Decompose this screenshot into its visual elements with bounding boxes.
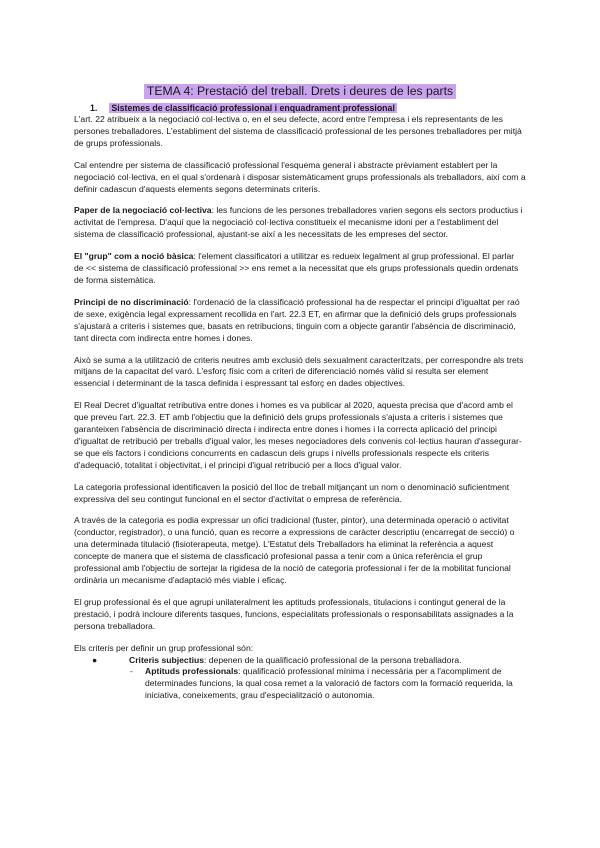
paragraph: El Real Decret d'igualtat retributiva entre dones i homes es va publicar al 2020, aquesta precisa que d'acord amb el que preveu l'art. 22.3. ET amb l'objectiu que la definició dels grups professionals s'ajusta a criteris i sistemes que garanteixen l'absència de discriminació directa i indirecta entre dones i homes i la correcta aplicació del principi d'igualtat de retribució per treballs d'igual valor, les meses negociadores dels convenis col·lectius hauran d'assegurar-se que els factors i condicions concurrents en cadascun dels grups i nivells professionals respecte els criteris d'adequació, totalitat i objectivitat, i el principi d'igual retribució per a llocs d'igual valor. (74, 400, 522, 470)
bullet-icon: ● (92, 654, 98, 665)
paragraph: Els criteris per definir un grup professional són: (74, 642, 254, 653)
section-heading (74, 103, 526, 114)
dash-icon: - (130, 666, 133, 677)
document-page (74, 66, 526, 702)
title-text: TEMA 4: Prestació del treball. Drets i deures de les parts (144, 84, 456, 99)
paragraph: Cal entendre per sistema de classificació professional l'esquema general i abstracte prèviament establert per la negociació col·lectiva, en el qual s'ordenarà i disposar sistemàticament grups professionals als treballadors, així com a definir cadascun d'aquests elements segons determinats criteris. (74, 159, 526, 194)
page-title (74, 66, 526, 103)
paragraph: El "grup" com a noció bàsica: l'element classificatori a utilitzar es redueix legalment al grup professional. El parlar de << sistema de classificació professional >> ens remet a la necessitat que els grups professionals quedin ordenats de forma sistemàtica. (74, 251, 519, 285)
sub-list (129, 666, 526, 702)
paragraph: El grup professional és el que agrupi unilateralment les aptituds professionals, titulacions i contingut general de la prestació, i podrà incloure diferents tasques, funcions, especialitats professionals o responsabilitats assignades a la persona treballadora. (74, 596, 514, 631)
section-label: Sistemes de classificació professional i enquadrament professional (111, 103, 395, 113)
paragraph: Paper de la negociació col·lectiva: les funcions de les persones treballadores varien segons els sectors productius i activitat de l'empresa. D'aquí que la negociació col·lectiva constitueix el mecanisme idoni per a l'establiment del sistema de classificació professional, ajustant-se així a les necessitats de les empreses del sector. (74, 205, 523, 240)
paragraph: L'art. 22 atribueix a la negociació col·lectiva o, en el seu defecte, acord entre l'empresa i els representants de les persones treballadores. L'establiment del sistema de classificació professional de les persones treballadores per mitjà de grups professionals. (74, 114, 522, 148)
list-item: ● Criteris subjectius: depenen de la qualificació professional de la persona treballadora. - Aptituds professionals: qualificació professional mínima i necessària per a l'acompliment de determinades funcions, la qual cosa remet a la valoració de factors com la formació requerida, la iniciativa, coneixements, grau d'especialització o autonomia. (74, 655, 526, 703)
paragraph: Principi de no discriminació: l'ordenació de la classificació professional ha de respectar el principi d'igualtat per raó de sexe, exigència legal expressament recollida en l'art. 22.3 ET, en afirmar que la definició dels grups professionals s'ajustarà a criteris i sistemes que, basats en retribucions, tinguin com a objecte garantir l'absència de discriminació, tant directa com indirecta entre homes i dones. (74, 296, 520, 343)
paragraph: Això se suma a la utilització de criteris neutres amb exclusió dels sexualment caracteritzats, per correspondre als trets mitjans de la capacitat del varó. L'esforç físic com a criteri de diferenciació només vàlid si resulta ser element essencial i determinant de la tasca definida i espressant tal esforç en dades objectives. (74, 354, 524, 389)
paragraph: La categoria professional identificaven la posició del lloc de treball mitjançant un nom o denominació suficientment expressiva del seu contingut funcional en el sector d'activitat o empresa de referència. (74, 481, 510, 504)
sub-list-item: - Aptituds professionals: qualificació professional mínima i necessària per a l'acompliment de determinades funcions, la qual cosa remet a la valoració de factors com la formació requerida, la iniciativa, coneixements, grau d'especialització o autonomia. (130, 666, 513, 701)
paragraph: A través de la categoria es podia expressar un ofici tradicional (fuster, pintor), una determinada operació o activitat (conductor, registrador), o una funció, quan es recorre a expressions de caràcter descriptiu (encarregat de secció) o una determinada titulació (fisioterapeuta, metge). L'Estatut dels Treballadors ha eliminat la referència a aquest concepte de manera que el sistema de classficació profesional passa a tenir com a única referència el grup professional amb l'objectiu de sortejar la rigidesa de la noció de categoria professional i fer de la mobilitat funcional ordinària un mecanisme d'adaptació més viable i eficaç. (74, 515, 515, 585)
criteria-list (74, 655, 526, 703)
section-number: 1. (90, 103, 98, 113)
